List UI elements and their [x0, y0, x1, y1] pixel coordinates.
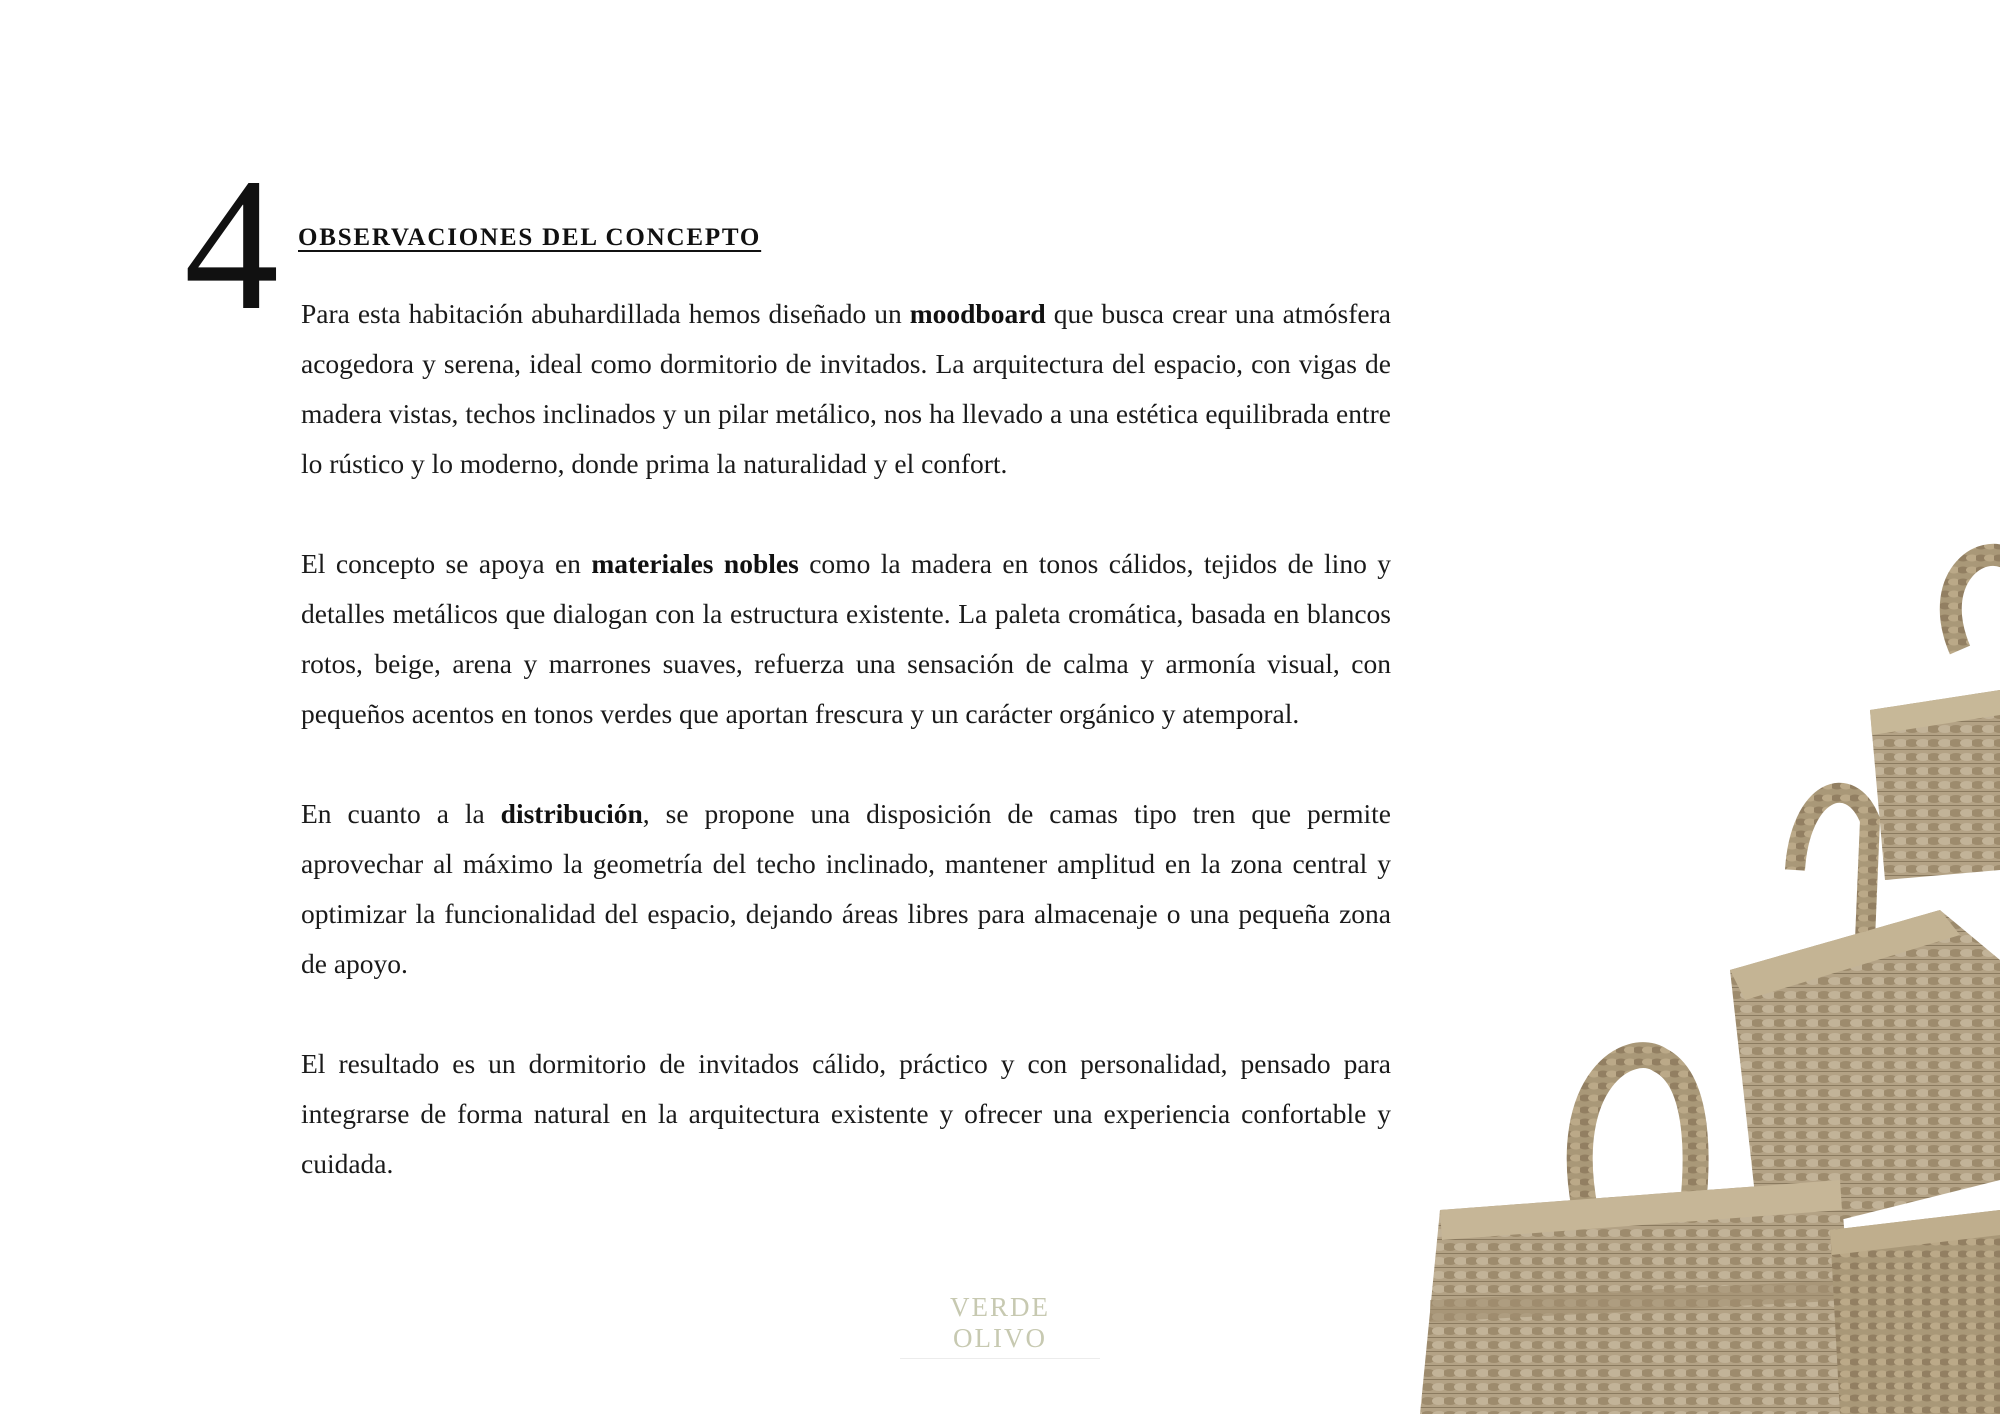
paragraph-materials: El concepto se apoya en materiales nobles como la madera en tonos cálidos, tejidos de lino y detalles metálicos que dialogan con la estructura existente. La paleta cromática, basada en blancos rotos, beige, arena y marrones suaves, refuerza una sensación de calma y armonía visual, con pequeños acentos en tonos verdes que aportan frescura y un carácter orgánico y atemporal. [301, 548, 1391, 729]
bold-term: materiales nobles [591, 548, 799, 579]
paragraph-moodboard: Para esta habitación abuhardillada hemos diseñado un moodboard que busca crear una atmósfera acogedora y serena, ideal como dormitorio de invitados. La arquitectura del espacio, con vigas de madera vistas, techos inclinados y un pilar metálico, nos ha llevado a una estética equilibrada entre lo rústico y lo moderno, donde prima la naturalidad y el confort. [301, 298, 1391, 479]
brand-footer: VERDE OLIVO [900, 1292, 1100, 1359]
section-number: 4 [184, 140, 279, 350]
bold-term: moodboard [909, 298, 1046, 329]
paragraph-distribution: En cuanto a la distribución, se propone una disposición de camas tipo tren que permite aprovechar al máximo la geometría del techo inclinado, mantener amplitud en la zona central y optimizar la funcionalidad del espacio, dejando áreas libres para almacenaje o una pequeña zona de apoyo. [301, 798, 1391, 979]
section-title: OBSERVACIONES DEL CONCEPTO [298, 224, 762, 251]
woven-baskets-image [1400, 540, 2000, 1414]
concept-text [301, 289, 1391, 1189]
bold-term: distribución [500, 798, 643, 829]
basket-top [1870, 555, 2000, 880]
basket-bottom-right [1830, 1210, 2000, 1414]
paragraph-result: El resultado es un dormitorio de invitados cálido, práctico y con personalidad, pensado para integrarse de forma natural en la arquitectura existente y ofrecer una experiencia confortable y cuidada. [301, 1048, 1391, 1179]
